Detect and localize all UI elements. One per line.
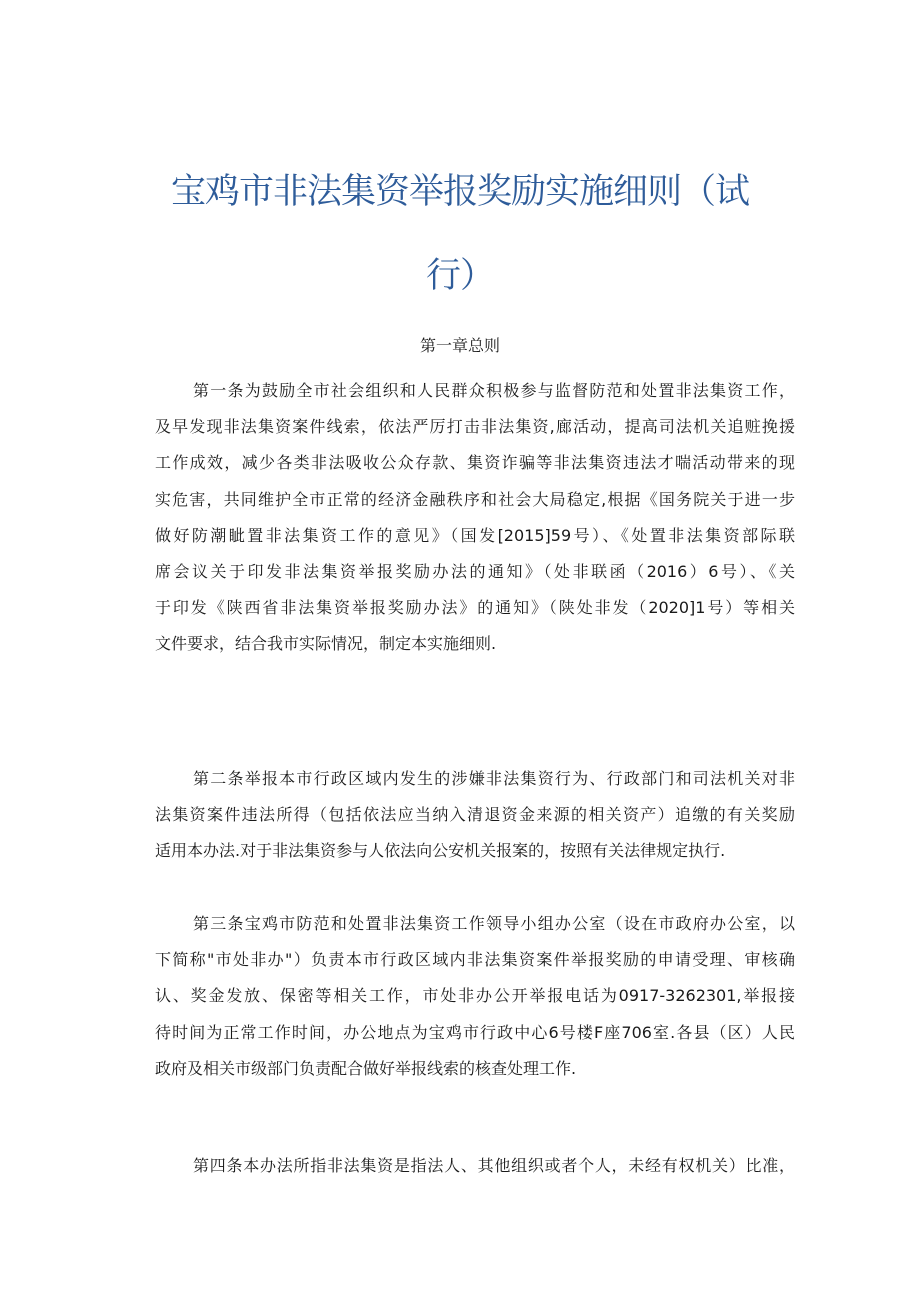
paragraph-line: 及早发现非法集资案件线索，依法严厉打击非法集资,廊活动，提高司法机关追赃挽援 xyxy=(155,417,795,437)
paragraph-line: 于印发《陕西省非法集资举报奖励办法》的通知》（陕处非发（2020]1号）等相关 xyxy=(155,598,795,618)
document-title-line-1: 宝鸡市非法集资举报奖励实施细则（试 xyxy=(170,172,749,212)
paragraph-line: 政府及相关市级部门负责配合做好举报线索的核查处理工作. xyxy=(155,1058,577,1078)
paragraph-article-4 xyxy=(155,1148,795,1184)
paragraph-line: 第四条本办法所指非法集资是指法人、其他组织或者个人，未经有权机关）比准， xyxy=(193,1156,795,1175)
paragraph-line: 文件要求，结合我市实际情况，制定本实施细则. xyxy=(155,634,497,654)
paragraph-article-3 xyxy=(155,906,795,1087)
paragraph-line: 实危害，共同维护全市正常的经济金融秩序和社会大局稳定,根据《国务院关于进一步 xyxy=(155,489,795,509)
paragraph-line: 认、奖金发放、保密等相关工作，市处非办公开举报电话为0917-3262301,举报接 xyxy=(155,986,795,1006)
paragraph-line: 法集资案件违法所得（包括依法应当纳入清退资金来源的相关资产）追缴的有关奖励 xyxy=(155,805,795,825)
paragraph-line: 第三条宝鸡市防范和处置非法集资工作领导小组办公室（设在市政府办公室，以 xyxy=(193,914,795,933)
paragraph-line: 做好防潮眦置非法集资工作的意见》（国发[2015]59号）、《处置非法集资部际联 xyxy=(155,525,795,545)
paragraph-line: 适用本办法.对于非法集资参与人依法向公安机关报案的，按照有关法律规定执行. xyxy=(155,841,726,861)
paragraph-line: 第二条举报本市行政区域内发生的涉嫌非法集资行为、行政部门和司法机关对非 xyxy=(193,769,795,788)
paragraph-line: 工作成效，减少各类非法吸收公众存款、集资诈骗等非法集资违法才喘活动带来的现 xyxy=(155,453,795,473)
document-title-line-2: 行） xyxy=(425,256,494,296)
paragraph-article-1 xyxy=(155,373,795,663)
paragraph-line: 席会议关于印发非法集资举报奖励办法的通知》（处非联函（2016）6号）、《关 xyxy=(155,561,795,581)
paragraph-line: 待时间为正常工作时间，办公地点为宝鸡市行政中心6号楼F座706室.各县（区）人民 xyxy=(155,1022,795,1042)
paragraph-article-2 xyxy=(155,761,795,870)
chapter-heading: 第一章总则 xyxy=(419,336,500,355)
paragraph-line: 下简称"市处非办"）负责本市行政区域内非法集资案件举报奖励的申请受理、审核确 xyxy=(155,950,795,970)
paragraph-line: 第一条为鼓励全市社会组织和人民群众积极参与监督防范和处置非法集资工作， xyxy=(193,381,795,400)
